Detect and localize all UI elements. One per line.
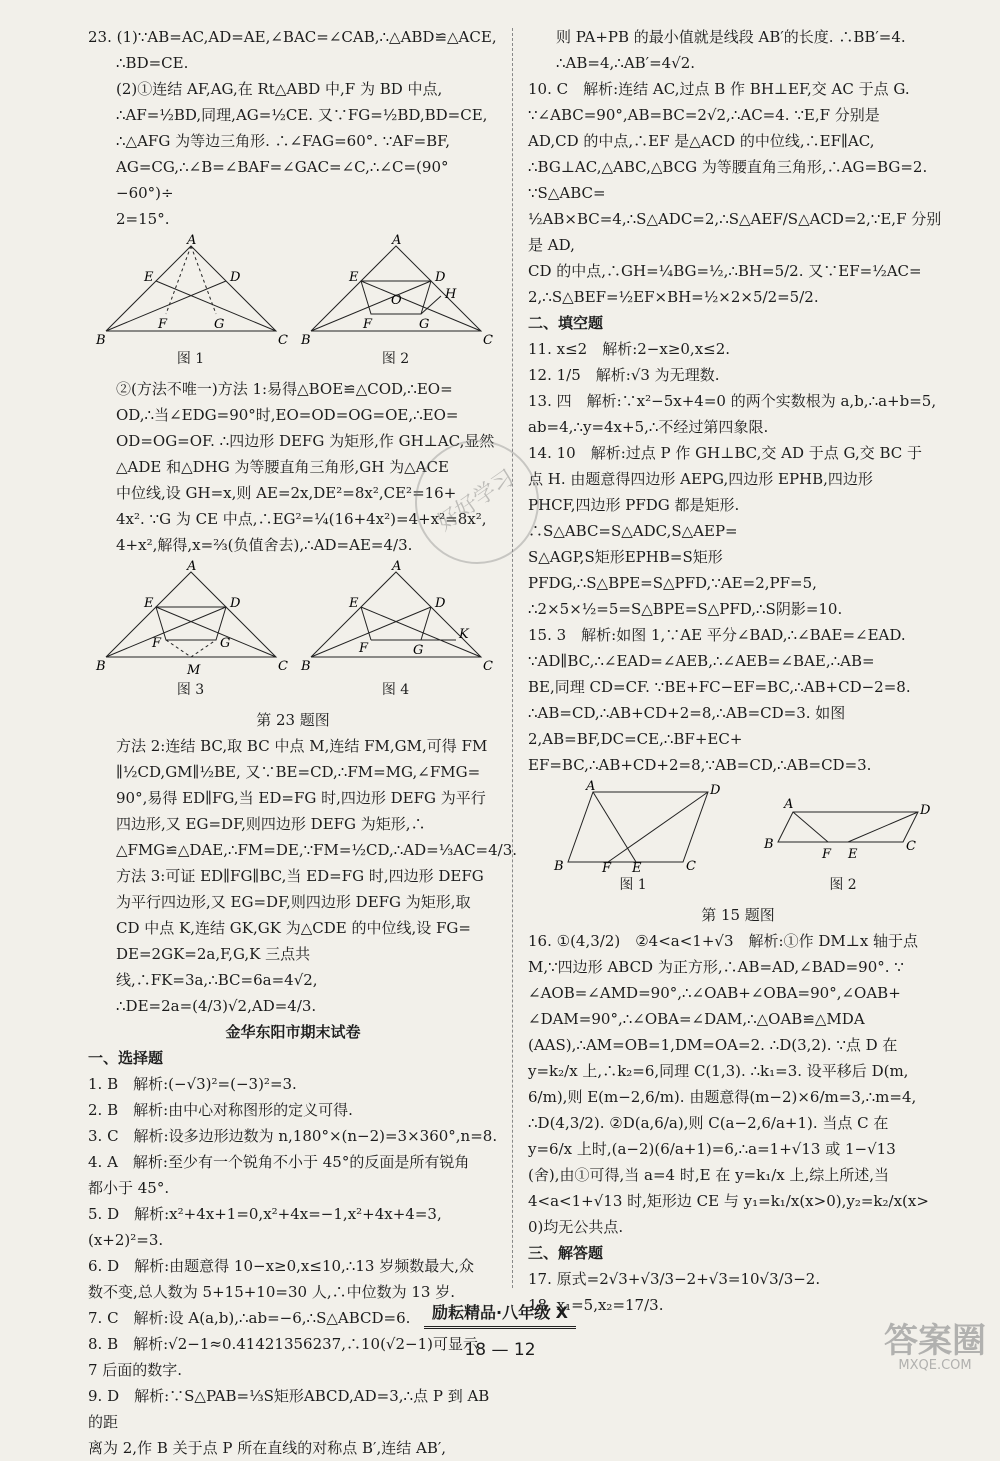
figure-15-2-caption: 图 2 xyxy=(829,877,857,893)
watermark xyxy=(884,1323,986,1373)
problem-16-answer xyxy=(528,928,948,1240)
answer-line: ②(方法不唯一)方法 1:易得△BOE≌△COD,∴EO= xyxy=(116,380,453,398)
answer-line: 4. A 解析:至少有一个锐角不小于 45°的反面是所有锐角 xyxy=(88,1153,470,1171)
figure-2-drawing xyxy=(300,233,493,348)
answer-line: ∴DE=2a=(4/3)√2,AD=4/3. xyxy=(116,997,317,1015)
answer-line: ab=4,∴y=4x+5,∴不经过第四象限. xyxy=(528,418,769,436)
f2-label: D xyxy=(434,270,445,285)
f2-label: C xyxy=(482,333,493,348)
answer-line: 12. 1/5 解析:√3 为无理数. xyxy=(528,366,720,384)
page-number: 18 — 12 xyxy=(464,1340,536,1360)
f2-label: G xyxy=(418,317,429,332)
f4-label: K xyxy=(458,627,469,642)
answer-line: 3. C 解析:设多边形边数为 n,180°×(n−2)=3×360°,n=8. xyxy=(88,1127,498,1145)
answer-line: 16. ①(4,3/2) ②4<a<1+√3 解析:①作 DM⊥x 轴于点 xyxy=(528,932,919,950)
answer-line: OD=OG=OF. ∴四边形 DEFG 为矩形,作 GH⊥AC,显然 xyxy=(116,432,495,450)
answer-line: 90°,易得 ED∥FG,当 ED=FG 时,四边形 DEFG 为平行 xyxy=(116,789,486,807)
answer-line: 6. D 解析:由题意得 10−x≥0,x≤10,∴13 岁频数最大,众 xyxy=(88,1257,474,1275)
section-choice-heading: 一、选择题 xyxy=(88,1049,164,1067)
f2-label: B xyxy=(300,333,311,348)
answer-line: ∴△AFG 为等边三角形. ∴∠FAG=60°. ∵AF=BF, xyxy=(116,132,450,150)
f3-label: B xyxy=(95,659,106,674)
f15a-label: F xyxy=(602,861,612,876)
f1-label: A xyxy=(186,233,196,248)
answer-line: (AAS),∴AM=OB=1,DM=OA=2. ∴D(3,2). ∵点 D 在 xyxy=(528,1036,898,1054)
answer-line: ∴D(4,3/2). ②D(a,6/a),则 C(a−2,6/a+1). 当点 C 在 xyxy=(528,1114,889,1132)
answer-line: 14. 10 解析:过点 P 作 GH⊥BC,交 AD 于点 G,交 BC 于 xyxy=(528,444,923,462)
f15b-label: A xyxy=(784,797,794,812)
figure-row-1 xyxy=(88,233,498,372)
answer-line: 2,∴S△BEF=½EF×BH=½×2×5/2=5/2. xyxy=(528,288,819,306)
f1-label: G xyxy=(213,317,224,332)
column-divider xyxy=(512,28,513,1288)
answer-line: ∥½CD,GM∥½BE, 又∵BE=CD,∴FM=MG,∠FMG= xyxy=(116,763,481,781)
f15b-label: F xyxy=(822,847,832,862)
answer-line: ∴BG⊥AC,△ABC,△BCG 为等腰直角三角形,∴AG=BG=2. ∵S△ABC= xyxy=(528,158,928,202)
section-solution-heading: 三、解答题 xyxy=(528,1244,604,1262)
answer-line: 5. D 解析:x²+4x+1=0,x²+4x=−1,x²+4x+4=3,(x+2)²=3. xyxy=(88,1205,442,1249)
f3-label: D xyxy=(229,596,240,611)
figure-15-2-drawing xyxy=(758,782,931,872)
answer-line: 四边形,又 EG=DF,则四边形 DEFG 为矩形,∴ xyxy=(116,815,426,833)
right-column xyxy=(528,24,948,1318)
answer-line: AD,CD 的中点,∴EF 是△ACD 的中位线,∴EF∥AC, xyxy=(528,132,875,150)
answer-line: 1. B 解析:(−√3)²=(−3)²=3. xyxy=(88,1075,297,1093)
answer-line: PHCF,四边形 PFDG 都是矩形. ∴S△ABC=S△ADC,S△AEP= xyxy=(528,496,740,540)
f2-label: H xyxy=(444,287,456,302)
figure-3-drawing xyxy=(95,559,288,678)
figure-1 xyxy=(95,233,288,372)
figure-4-drawing xyxy=(300,559,493,677)
figure-4 xyxy=(300,559,493,703)
answer-line: 8. B 解析:√2−1≈0.41421356237,∴10(√2−1)可显示 xyxy=(88,1335,479,1353)
problem-23-part1 xyxy=(88,24,498,232)
f3-label: E xyxy=(143,596,153,611)
answer-line: 2=15°. xyxy=(116,210,170,228)
answer-line: 方法 2:连结 BC,取 BC 中点 M,连结 FM,GM,可得 FM xyxy=(116,737,488,755)
f2-label: E xyxy=(348,270,358,285)
f15a-label: C xyxy=(686,859,696,874)
answer-line: (舍),由①可得,当 a=4 时,E 在 y=k₁/x 上,综上所述,当 xyxy=(528,1166,890,1184)
watermark-url: MXQE.COM xyxy=(898,1358,972,1373)
f4-label: G xyxy=(412,643,423,658)
f15b-label: D xyxy=(920,803,931,818)
figure-15-1 xyxy=(548,779,721,898)
f2-label: A xyxy=(391,233,401,248)
figure-row-2 xyxy=(88,559,498,703)
answer-line: ∴2×5×½=5=S△BPE=S△PFD,∴S阴影=10. xyxy=(528,600,843,618)
answer-line: 4+x²,解得,x=⅔(负值舍去),∴AD=AE=4/3. xyxy=(116,536,413,554)
answer-line: ∠AOB=∠AMD=90°,∴∠OAB+∠OBA=90°,∠OAB+ xyxy=(528,984,901,1002)
f4-label: D xyxy=(434,596,445,611)
answer-line: 则 PA+PB 的最小值就是线段 AB′的长度. ∴BB′=4. xyxy=(556,28,906,46)
answer-line: 9. D 解析:∵S△PAB=⅓S矩形ABCD,AD=3,∴点 P 到 AB 的距 xyxy=(88,1387,490,1431)
f15a-label: A xyxy=(586,779,596,794)
answer-line: ∴AF=½BD,同理,AG=½CE. 又∵FG=½BD,BD=CE, xyxy=(116,106,488,124)
figure-3 xyxy=(95,559,288,703)
answer-line: 17. 原式=2√3+√3/3−2+√3=10√3/3−2. xyxy=(528,1270,821,1288)
answer-line: BE,同理 CD=CF. ∵BE+FC−EF=BC,∴AB+CD−2=8. xyxy=(528,678,911,696)
f15a-label: E xyxy=(632,861,642,876)
answer-line: 为平行四边形,又 EG=DF,则四边形 DEFG 为矩形,取 xyxy=(116,893,471,911)
f1-label: E xyxy=(143,270,153,285)
answer-line: △FMG≌△DAE,∴FM=DE,∵FM=½CD,∴AD=⅓AC=4/3. xyxy=(116,841,518,859)
f4-label: B xyxy=(300,659,311,674)
answer-line: (2)①连结 AF,AG,在 Rt△ABD 中,F 为 BD 中点, xyxy=(116,80,443,98)
answer-line: AG=CG,∴∠B=∠BAF=∠GAC=∠C,∴∠C=(90°−60°)÷ xyxy=(116,158,449,202)
answer-line: 13. 四 解析:∵x²−5x+4=0 的两个实数根为 a,b,∴a+b=5, xyxy=(528,392,937,410)
answer-line: ∴AB=4,∴AB′=4√2. xyxy=(556,54,696,72)
problem-9-10-answers xyxy=(528,24,948,310)
f3-label: C xyxy=(277,659,288,674)
f4-label: C xyxy=(482,659,493,674)
answer-line: 7 后面的数字. xyxy=(88,1361,183,1379)
answer-line: 4x². ∵G 为 CE 中点,∴EG²=¼(16+4x²)=4+x²=8x², xyxy=(116,510,487,528)
f1-label: F xyxy=(157,317,167,332)
answer-line: M,∵四边形 ABCD 为正方形,∴AB=AD,∠BAD=90°. ∵ xyxy=(528,958,904,976)
answer-line: y=k₂/x 上,∴k₂=6,同理 C(1,3). ∴k₁=3. 设平移后 D(m, xyxy=(528,1062,909,1080)
figure-1-caption: 图 1 xyxy=(176,351,205,367)
figure-2 xyxy=(300,233,493,372)
section-fill-heading: 二、填空题 xyxy=(528,314,604,332)
answer-line: ∠DAM=90°,∴∠OBA=∠DAM,∴△OAB≌△MDA xyxy=(528,1010,865,1028)
figure-15-1-drawing xyxy=(548,779,721,876)
choice-answers xyxy=(88,1071,498,1461)
f4-label: A xyxy=(391,559,401,574)
figure-1-drawing xyxy=(95,233,288,348)
footer-brand: 励耘精品·八年级 X xyxy=(424,1300,576,1329)
answer-line: 数不变,总人数为 5+15+10=30 人,∴中位数为 13 岁. xyxy=(88,1283,455,1301)
answer-line: ½AB×BC=4,∴S△ADC=2,∴S△AEF/S△ACD=2,∵E,F 分别是 AD, xyxy=(528,210,942,254)
fill-answers xyxy=(528,336,948,778)
answer-line: y=6/x 上时,(a−2)(6/a+1)=6,∴a=1+√13 或 1−√13 xyxy=(528,1140,896,1158)
answer-line: 6/m),则 E(m−2,6/m). 由题意得(m−2)×6/m=3,∴m=4, xyxy=(528,1088,917,1106)
f15b-label: E xyxy=(848,847,858,862)
answer-line: 10. C 解析:连结 AC,过点 B 作 BH⊥EF,交 AC 于点 G. xyxy=(528,80,910,98)
watermark-logo: 答案圈 xyxy=(884,1321,986,1361)
problem-23-figure-caption: 第 23 题图 xyxy=(256,711,330,729)
f4-label: E xyxy=(348,596,358,611)
f15b-label: C xyxy=(906,839,916,854)
figure-15-1-caption: 图 1 xyxy=(619,877,647,893)
f3-label: A xyxy=(186,559,196,574)
f3-label: G xyxy=(219,636,230,651)
answer-line: 4<a<1+√13 时,矩形边 CE 与 y₁=k₁/x(x>0),y₂=k₂/x(x> xyxy=(528,1192,929,1210)
f15b-label: B xyxy=(764,837,774,852)
answer-line: ∴BD=CE. xyxy=(116,54,189,72)
f2-label: O xyxy=(390,293,402,308)
answer-line: ∵∠ABC=90°,AB=BC=2√2,∴AC=4. ∵E,F 分别是 xyxy=(528,106,880,124)
exam-title: 金华东阳市期末试卷 xyxy=(225,1023,361,1041)
answer-line: S△AGP,S矩形EPHB=S矩形PFDG,∴S△BPE=S△PFD,∵AE=2,PF=5, xyxy=(528,548,817,592)
figure-15-2 xyxy=(758,782,931,898)
f1-label: B xyxy=(95,333,106,348)
answer-line: 11. x≤2 解析:2−x≥0,x≤2. xyxy=(528,340,731,358)
problem-23-methods-2-3 xyxy=(88,733,518,1019)
answer-line: ∵AD∥BC,∴∠EAD=∠AEB,∴∠AEB=∠BAE,∴AB= xyxy=(528,652,875,670)
f2-label: F xyxy=(362,317,372,332)
answer-line: 23. (1)∵AB=AC,AD=AE,∠BAC=∠CAB,∴△ABD≌△ACE, xyxy=(88,28,497,46)
answer-line: DE=2GK=2a,F,G,K 三点共线,∴FK=3a,∴BC=6a=4√2, xyxy=(116,945,318,989)
answer-line: ∴AB=CD,∴AB+CD+2=8,∴AB=CD=3. 如图 2,AB=BF,DC=CE,∴BF+EC+ xyxy=(528,704,846,748)
figure-15-caption: 第 15 题图 xyxy=(701,906,775,924)
answer-line: CD 中点 K,连结 GK,GK 为△CDE 的中位线,设 FG= xyxy=(116,919,471,937)
answer-line: 18. x₁=5,x₂=17/3. xyxy=(528,1296,664,1314)
answer-line: 点 H. 由题意得四边形 AEPG,四边形 EPHB,四边形 xyxy=(528,470,873,488)
answer-line: 中位线,设 GH=x,则 AE=2x,DE²=8x²,CE²=16+ xyxy=(116,484,457,502)
answer-line: EF=BC,∴AB+CD+2=8,∵AB=CD,∴AB=CD=3. xyxy=(528,756,872,774)
answer-line: 0)均无公共点. xyxy=(528,1218,624,1236)
answer-line: 7. C 解析:设 A(a,b),∴ab=−6,∴S△ABCD=6. xyxy=(88,1309,411,1327)
figure-15-row xyxy=(528,779,948,898)
f1-label: C xyxy=(277,333,288,348)
answer-line: 2. B 解析:由中心对称图形的定义可得. xyxy=(88,1101,353,1119)
answer-line: △ADE 和△DHG 为等腰直角三角形,GH 为△ACE xyxy=(116,458,449,476)
figure-3-caption: 图 3 xyxy=(176,682,205,698)
page-footer xyxy=(0,1300,1000,1363)
circular-stamp: 好好学习 xyxy=(391,416,564,589)
answer-line: 都小于 45°. xyxy=(88,1179,170,1197)
figure-4-caption: 图 4 xyxy=(381,682,410,698)
answer-line: 15. 3 解析:如图 1,∵AE 平分∠BAD,∴∠BAE=∠EAD. xyxy=(528,626,906,644)
answer-line: 离为 2,作 B 关于点 P 所在直线的对称点 B′,连结 AB′, xyxy=(88,1439,447,1457)
f3-label: F xyxy=(151,636,161,651)
answer-line: 方法 3:可证 ED∥FG∥BC,当 ED=FG 时,四边形 DEFG xyxy=(116,867,484,885)
f1-label: D xyxy=(229,270,240,285)
figure-2-caption: 图 2 xyxy=(381,351,410,367)
answer-line: CD 的中点,∴GH=¼BG=½,∴BH=5/2. 又∵EF=½AC= xyxy=(528,262,922,280)
answer-line: OD,∴当∠EDG=90°时,EO=OD=OG=OE,∴EO= xyxy=(116,406,459,424)
f4-label: F xyxy=(358,641,368,656)
f3-label: M xyxy=(186,663,200,678)
f15a-label: D xyxy=(710,783,721,798)
f15a-label: B xyxy=(554,859,564,874)
